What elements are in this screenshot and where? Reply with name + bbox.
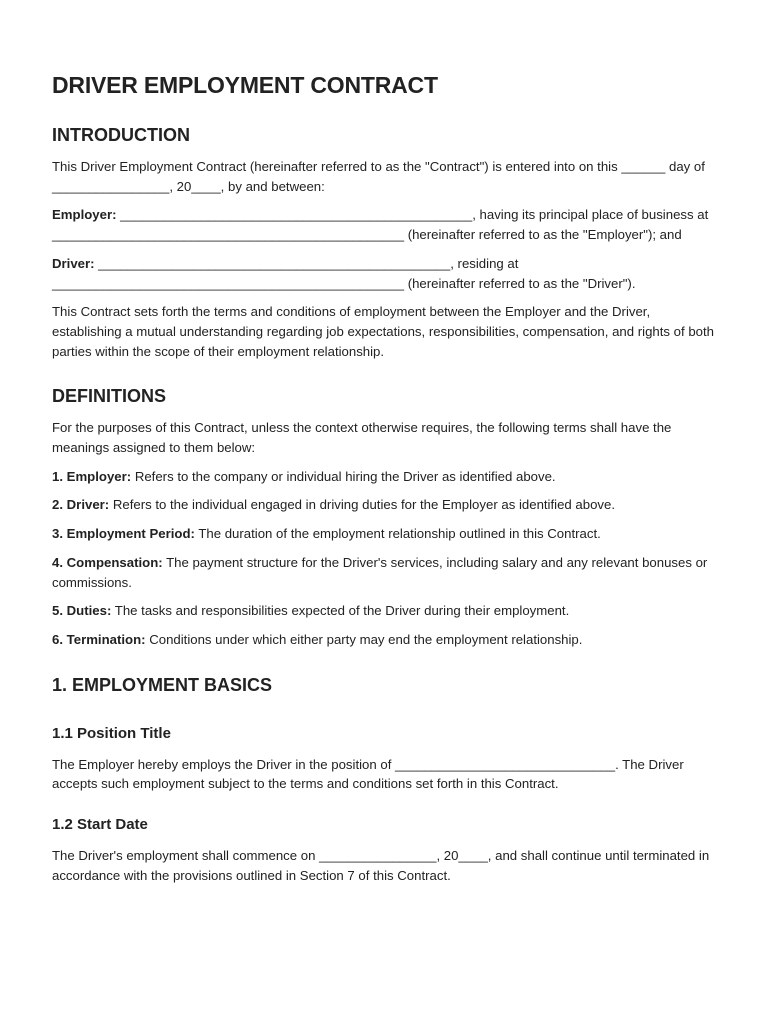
definition-term: 5. Duties: [52,603,112,619]
definition-term: 4. Compensation: [52,554,163,570]
introduction-paragraph: This Driver Employment Contract (hereinafter referred to as the "Contract") is entered into on this ______ day of ________________, 20____, by and between: [52,159,705,194]
definition-text: Refers to the company or individual hiring the Driver as identified above. [131,468,556,484]
employment-basics-heading: 1. EMPLOYMENT BASICS [52,674,273,695]
definitions-heading: DEFINITIONS [52,386,167,407]
introduction-heading: INTRODUCTION [52,125,190,145]
start-date-paragraph: The Driver's employment shall commence on ________________, 20____, and shall continue until terminated in accordance with the provisions outlined in Section 7 of this Contract. [52,848,710,883]
contract-purpose-paragraph: This Contract sets forth the terms and conditions of employment between the Employer and the Driver, establishing a mutual understanding regarding job expectations, responsibilities, compensation, and rights of both parties within the scope of their employment relationship. [52,304,714,359]
definition-term: 3. Employment Period: [52,526,195,542]
driver-label: Driver: [52,255,95,271]
document-title: DRIVER EMPLOYMENT CONTRACT [52,72,438,98]
definition-item [52,495,722,515]
definition-text: The payment structure for the Driver's services, including salary and any relevant bonuses or commissions. [52,554,708,590]
definition-item [52,553,722,592]
position-title-heading: 1.1 Position Title [52,724,171,742]
definition-item [52,601,722,621]
definition-item [52,524,722,544]
employer-paragraph [52,205,722,244]
employer-label: Employer: [52,207,117,223]
driver-text: ________________________________________________, residing at ________________________________________________ (hereinafter referred to as the "Driver"). [52,255,636,291]
definitions-intro: For the purposes of this Contract, unless the context otherwise requires, the following terms shall have the meanings assigned to them below: [52,420,672,456]
definition-text: Conditions under which either party may end the employment relationship. [145,631,583,647]
document-page [52,70,722,885]
definition-text: The duration of the employment relationship outlined in this Contract. [194,526,601,542]
employer-text: ________________________________________________, having its principal place of business at ________________________________________________ (hereinafter referred to as the "Employer"); and [52,207,709,243]
definition-item [52,467,722,487]
definition-term: 1. Employer: [52,468,132,484]
definition-term: 6. Termination: [52,631,146,647]
driver-paragraph [52,254,722,293]
position-title-paragraph: The Employer hereby employs the Driver in the position of ______________________________. The Driver accepts such employment subject to the terms and conditions set forth in this Contract. [52,756,684,792]
definition-term: 2. Driver: [52,497,110,513]
start-date-heading: 1.2 Start Date [52,816,148,834]
definition-text: Refers to the individual engaged in driving duties for the Employer as identified above. [109,497,616,513]
definition-item [52,630,722,650]
definition-text: The tasks and responsibilities expected of the Driver during their employment. [111,603,570,619]
